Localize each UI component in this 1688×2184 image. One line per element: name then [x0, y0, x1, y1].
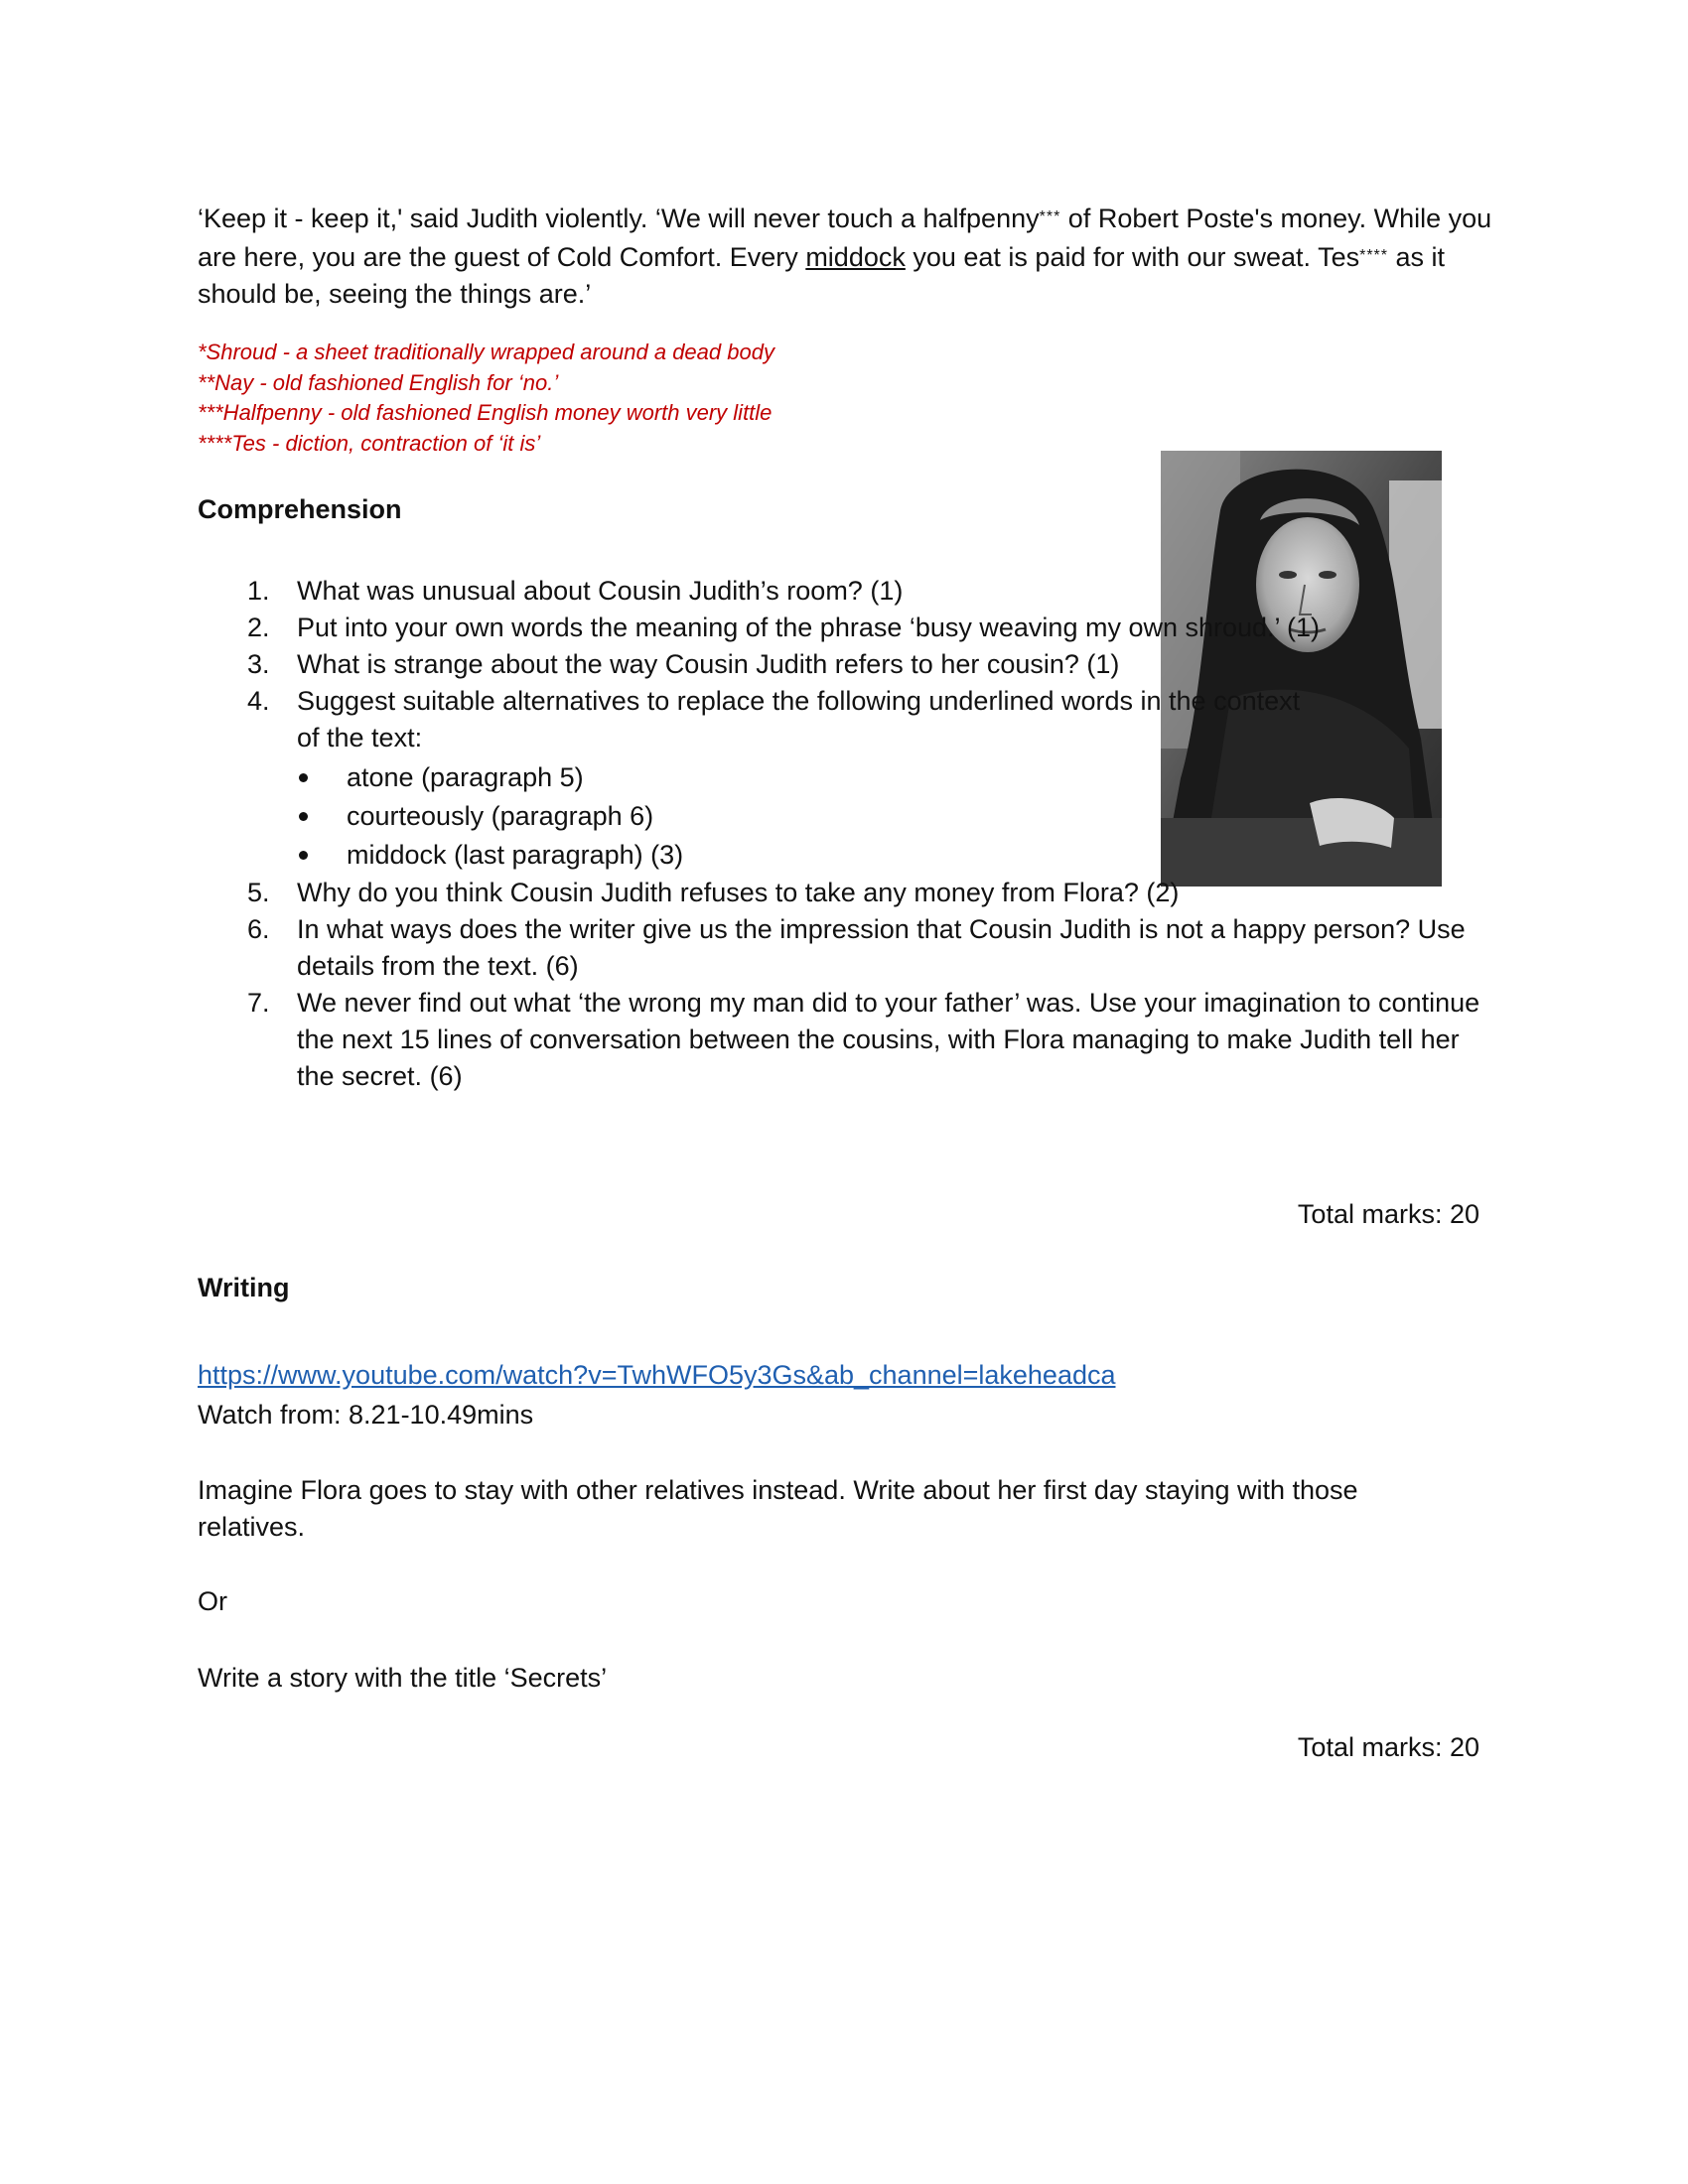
video-link[interactable]: https://www.youtube.com/watch?v=TwhWFO5y3Gs&ab_channel=lakeheadca	[198, 1360, 1116, 1390]
footnote-nay: **Nay - old fashioned English for ‘no.’	[198, 369, 559, 395]
passage-part-1: ‘Keep it - keep it,' said Judith violently. ‘We will never touch a halfpenny	[198, 204, 1040, 233]
footnote-marker-tes: ****	[1359, 247, 1388, 264]
comprehension-questions	[198, 573, 1488, 1095]
footnote-shroud: *Shroud - a sheet traditionally wrapped around a dead body	[198, 340, 774, 364]
question-3	[198, 646, 1330, 683]
comprehension-total-marks: Total marks: 20	[1297, 1199, 1479, 1229]
question-text: Why do you think Cousin Judith refuses to take any money from Flora? (2)	[297, 878, 1180, 907]
passage-paragraph	[198, 199, 1498, 313]
question-text: Put into your own words the meaning of the phrase ‘busy weaving my own shroud.’ (1)	[297, 613, 1321, 642]
question-text: What is strange about the way Cousin Judith refers to her cousin? (1)	[297, 649, 1120, 679]
writing-prompt-2: Write a story with the title ‘Secrets’	[198, 1663, 608, 1693]
passage-part-3: you eat is paid for with our sweat. Tes	[905, 242, 1360, 272]
passage-part-4: as it should be, seeing the things are.’	[198, 242, 1446, 309]
bullet-icon	[299, 773, 308, 782]
underlined-word-middock: middock	[805, 242, 906, 272]
or-separator: Or	[198, 1586, 227, 1616]
replacement-word-list	[297, 758, 1330, 875]
bullet-icon	[299, 851, 308, 860]
writing-prompt-1: Imagine Flora goes to stay with other relatives instead. Write about her first day staying with those relatives.	[198, 1475, 1358, 1542]
list-item	[297, 758, 1330, 797]
list-item	[297, 836, 1330, 875]
footnote-halfpenny: ***Halfpenny - old fashioned English money worth very little	[198, 400, 773, 425]
question-text: What was unusual about Cousin Judith’s room? (1)	[297, 576, 904, 606]
question-number: 6.	[247, 914, 270, 944]
comprehension-heading: Comprehension	[198, 494, 402, 524]
question-number: 5.	[247, 878, 270, 907]
list-item	[297, 797, 1330, 836]
question-7	[198, 985, 1488, 1095]
bullet-icon	[299, 812, 308, 821]
question-4	[198, 683, 1330, 875]
question-text: We never find out what ‘the wrong my man did to your father’ was. Use your imagination to continue the next 15 lines of conversation between the cousins, with Flora managing to make Judith tell her the secret. (6)	[297, 988, 1480, 1091]
list-item-text: middock (last paragraph) (3)	[347, 840, 684, 870]
question-1	[198, 573, 1330, 610]
question-text: Suggest suitable alternatives to replace the following underlined words in the context of the text:	[297, 686, 1301, 752]
writing-heading: Writing	[198, 1273, 290, 1302]
list-item-text: atone (paragraph 5)	[347, 762, 584, 792]
footnotes	[198, 338, 774, 459]
question-text: In what ways does the writer give us the impression that Cousin Judith is not a happy person? Use details from the text. (6)	[297, 914, 1466, 981]
watch-instructions: Watch from: 8.21-10.49mins	[198, 1400, 534, 1430]
question-number: 3.	[247, 649, 270, 679]
footnote-tes: ****Tes - diction, contraction of ‘it is’	[198, 430, 541, 456]
question-2	[198, 610, 1330, 646]
question-number: 2.	[247, 613, 270, 642]
passage-part-2: of Robert Poste's money. While you are here, you are the guest of Cold Comfort. Every	[198, 204, 1492, 272]
writing-total-marks: Total marks: 20	[1297, 1732, 1479, 1762]
question-number: 4.	[247, 686, 270, 716]
question-number: 7.	[247, 988, 270, 1018]
list-item-text: courteously (paragraph 6)	[347, 801, 654, 831]
question-5	[198, 875, 1488, 911]
question-6	[198, 911, 1488, 985]
footnote-marker-halfpenny: ***	[1039, 208, 1061, 225]
question-number: 1.	[247, 576, 270, 606]
